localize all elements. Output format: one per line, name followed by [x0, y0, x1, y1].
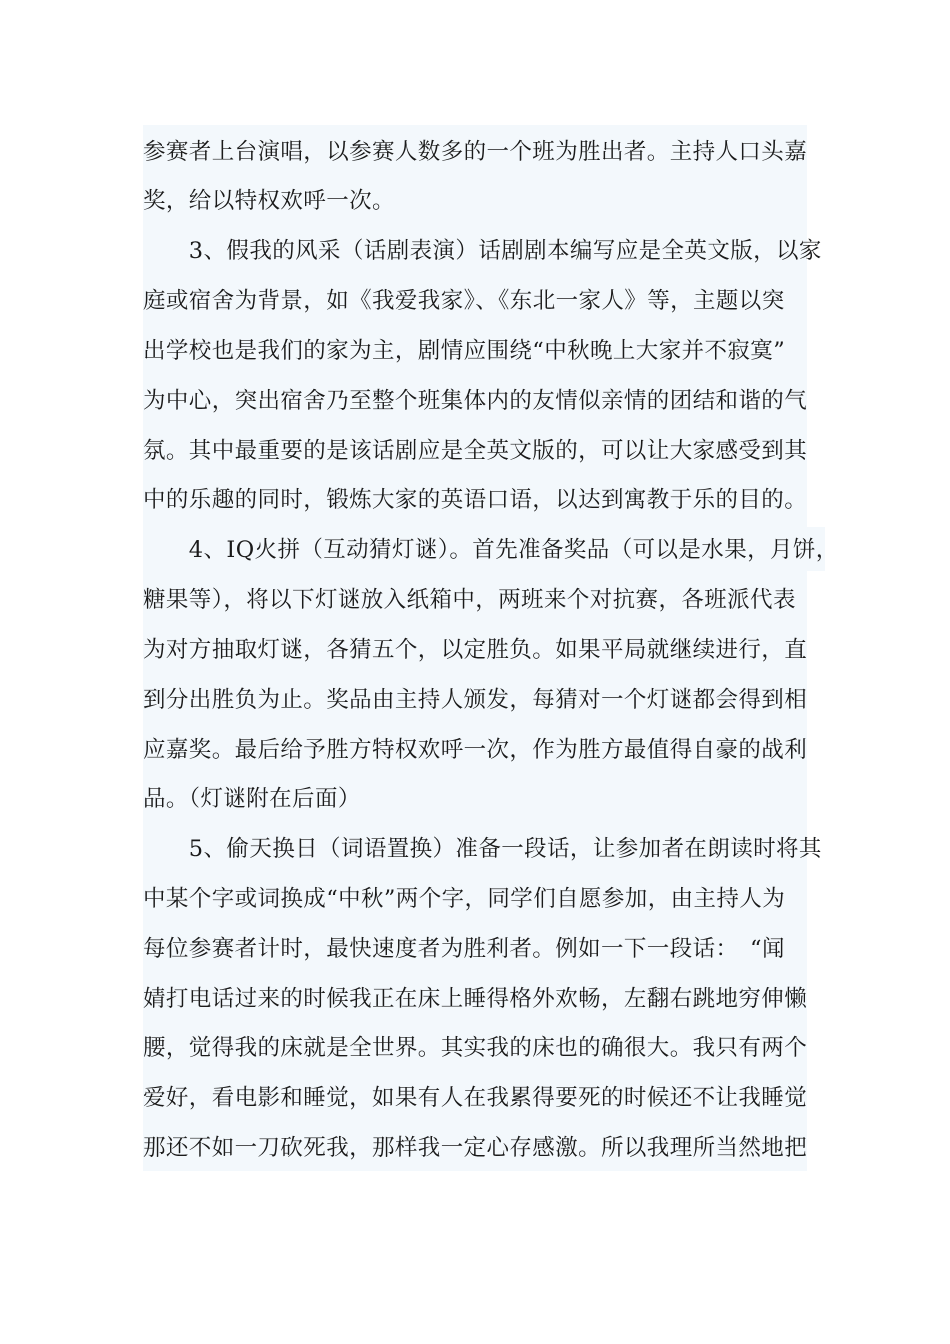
text-line: 庭或宿舍为背景，如《我爱我家》、《东北一家人》等，主题以突: [143, 288, 785, 314]
text-line: 婧打电话过来的时候我正在床上睡得格外欢畅，左翻右跳地穷伸懒: [143, 986, 808, 1012]
text-line: 应嘉奖。最后给予胜方特权欢呼一次，作为胜方最值得自豪的战利: [143, 737, 808, 763]
text-line: 每位参赛者计时，最快速度者为胜利者。例如一下一段话： “闻: [143, 936, 785, 962]
text-line: 为中心，突出宿舍乃至整个班集体内的友情似亲情的团结和谐的气: [143, 388, 808, 414]
text-line: 中某个字或词换成“中秋”两个字，同学们自愿参加，由主持人为: [143, 886, 786, 912]
text-line: 3、假我的风采（话剧表演）话剧剧本编写应是全英文版，以家: [143, 238, 822, 264]
text-line: 4、IQ火拼（互动猜灯谜）。首先准备奖品（可以是水果，月饼，: [143, 537, 839, 563]
text-line: 为对方抽取灯谜，各猜五个，以定胜负。如果平局就继续进行，直: [143, 637, 808, 663]
text-line: 那还不如一刀砍死我，那样我一定心存感激。所以我理所当然地把: [143, 1135, 808, 1161]
text-line: 中的乐趣的同时，锻炼大家的英语口语，以达到寓教于乐的目的。: [143, 487, 808, 513]
text-line: 5、偷天换日（词语置换）准备一段话，让参加者在朗读时将其: [143, 836, 822, 862]
text-line: 氛。其中最重要的是该话剧应是全英文版的，可以让大家感受到其: [143, 438, 808, 464]
text-line: 奖，给以特权欢呼一次。: [143, 188, 395, 214]
text-line: 参赛者上台演唱，以参赛人数多的一个班为胜出者。主持人口头嘉: [143, 139, 808, 165]
text-line: 出学校也是我们的家为主，剧情应围绕“中秋晚上大家并不寂寞”: [143, 338, 786, 364]
text-line: 糖果等），将以下灯谜放入纸箱中，两班来个对抗赛，各班派代表: [143, 587, 796, 613]
text-line: 品。（灯谜附在后面）: [143, 786, 361, 812]
text-line: 到分出胜负为止。奖品由主持人颁发，每猜对一个灯谜都会得到相: [143, 687, 808, 713]
text-line: 爱好，看电影和睡觉，如果有人在我累得要死的时候还不让我睡觉: [143, 1085, 808, 1111]
text-line: 腰，觉得我的床就是全世界。其实我的床也的确很大。我只有两个: [143, 1035, 808, 1061]
